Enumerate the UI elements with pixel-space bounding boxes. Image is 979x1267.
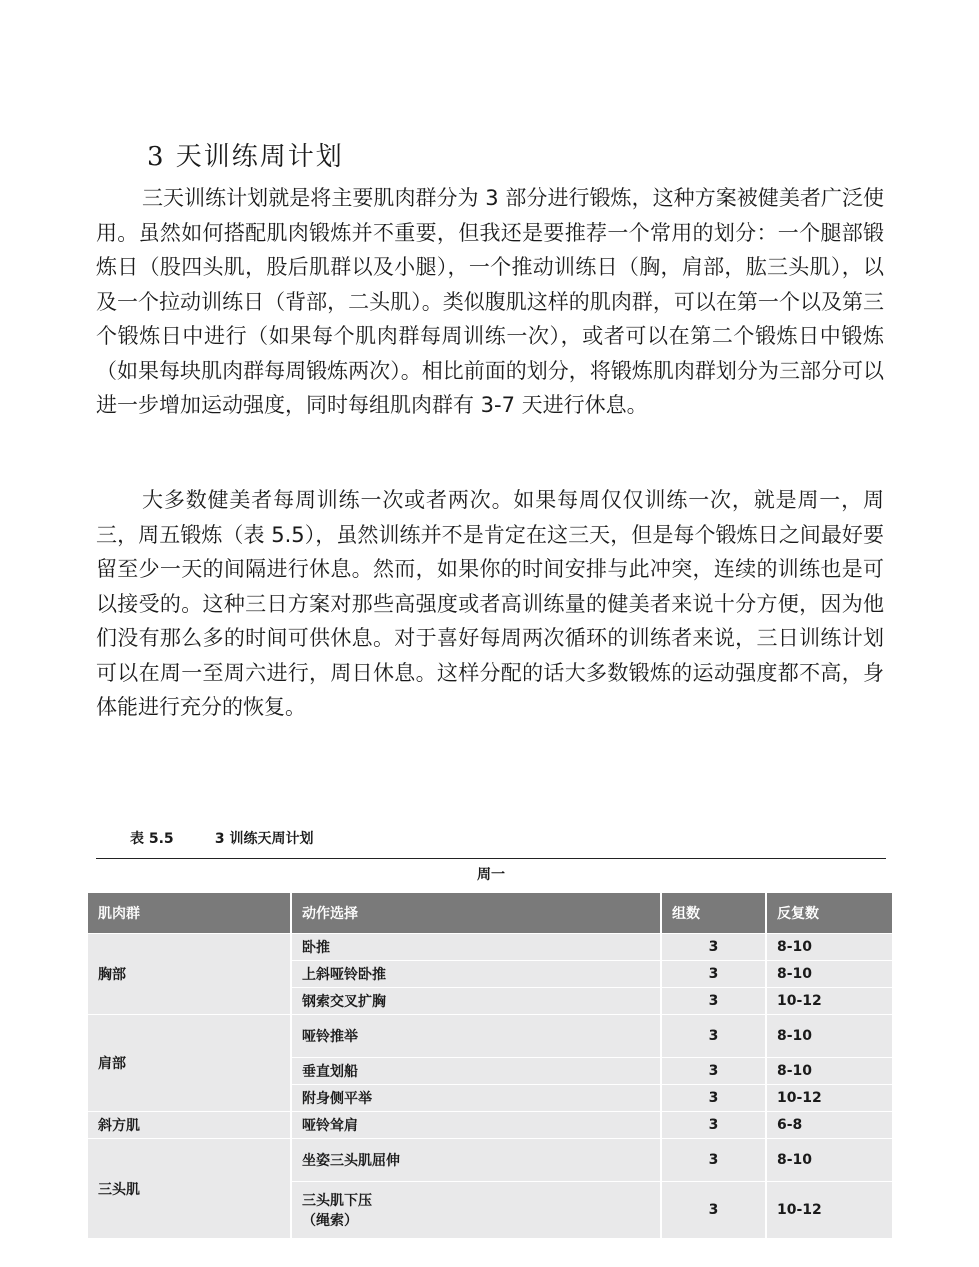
exercise-text: 上斜哑铃卧推 [302,967,386,983]
exercise-cell [291,961,661,988]
reps-cell: 8-10 [766,934,892,961]
table-caption [130,828,314,848]
exercise-cell [291,1112,661,1139]
exercise-cell [291,988,661,1015]
sets-cell: 3 [661,1015,766,1058]
exercise-text: （绳索） [302,1213,358,1229]
exercise-text: 附身侧平举 [302,1091,372,1107]
reps-cell: 6-8 [766,1112,892,1139]
exercise-text: 垂直划船 [302,1064,358,1080]
reps-cell: 8-10 [766,1058,892,1085]
muscle-group-cell: 胸部 [88,934,291,1015]
section-heading: 3 天训练周计划 [147,142,344,172]
muscle-group-cell: 三头肌 [88,1139,291,1239]
sets-cell: 3 [661,1112,766,1139]
sets-cell: 3 [661,934,766,961]
sets-cell: 3 [661,1058,766,1085]
header-sets: 组数 [661,893,766,934]
table-row [88,934,892,961]
sets-cell: 3 [661,1139,766,1182]
reps-cell: 8-10 [766,1139,892,1182]
sets-cell: 3 [661,1085,766,1112]
exercise-text: 卧推 [302,940,330,956]
muscle-group-cell: 肩部 [88,1015,291,1112]
table-caption-number: 表 5.5 [130,831,174,847]
sets-cell: 3 [661,1182,766,1239]
table-row [88,1015,892,1058]
header-reps: 反复数 [766,893,892,934]
exercise-cell [291,1139,661,1182]
exercise-text: 三头肌下压 [302,1193,372,1209]
exercise-text: 哑铃推举 [302,1029,358,1045]
table-row [88,1139,892,1182]
paragraph-1: 三天训练计划就是将主要肌肉群分为 3 部分进行锻炼，这种方案被健美者广泛使用。虽然如何搭配肌肉锻炼并不重要，但我还是要推荐一个常用的划分：一个腿部锻炼日（股四头肌，股后肌群以及小腿），一个推动训练日（胸，肩部，肱三头肌），以及一个拉动训练日（背部，二头肌）。类似腹肌这样的肌肉群，可以在第一个以及第三个锻炼日中进行（如果每个肌肉群每周训练一次），或者可以在第二个锻炼日中锻炼（如果每块肌肉群每周锻炼两次）。相比前面的划分，将锻炼肌肉群划分为三部分可以进一步增加运动强度，同时每组肌肉群有 3-7 天进行休息。 [96,186,884,417]
reps-cell: 10-12 [766,988,892,1015]
reps-cell: 10-12 [766,1085,892,1112]
table-caption-title: 3 训练天周计划 [214,831,314,847]
table-row [88,1112,892,1139]
reps-cell: 10-12 [766,1182,892,1239]
table-header-row [88,893,892,934]
exercise-cell [291,1182,661,1239]
paragraph-2: 大多数健美者每周训练一次或者两次。如果每周仅仅训练一次，就是周一，周三，周五锻炼（表 5.5），虽然训练并不是肯定在这三天，但是每个锻炼日之间最好要留至少一天的间隔进行休息。然而，如果你的时间安排与此冲突，连续的训练也是可以接受的。这种三日方案对那些高强度或者高训练量的健美者来说十分方便，因为他们没有那么多的时间可供休息。对于喜好每周两次循环的训练者来说，三日训练计划可以在周一至周六进行，周日休息。这样分配的话大多数锻炼的运动强度都不高，身体能进行充分的恢复。 [96,488,884,719]
exercise-cell [291,1085,661,1112]
header-exercise: 动作选择 [291,893,661,934]
exercise-text: 哑铃耸肩 [302,1118,358,1134]
reps-cell: 8-10 [766,1015,892,1058]
table-top-rule [96,858,886,859]
exercise-cell [291,1015,661,1058]
sets-cell: 3 [661,988,766,1015]
reps-cell: 8-10 [766,961,892,988]
table-day-heading: 周一 [477,867,505,883]
exercise-cell [291,1058,661,1085]
header-muscle-group: 肌肉群 [88,893,291,934]
training-plan-table [88,893,892,1238]
exercise-cell [291,934,661,961]
sets-cell: 3 [661,961,766,988]
exercise-text: 坐姿三头肌屈伸 [302,1153,400,1169]
muscle-group-cell: 斜方肌 [88,1112,291,1139]
exercise-text: 钢索交叉扩胸 [302,994,386,1010]
